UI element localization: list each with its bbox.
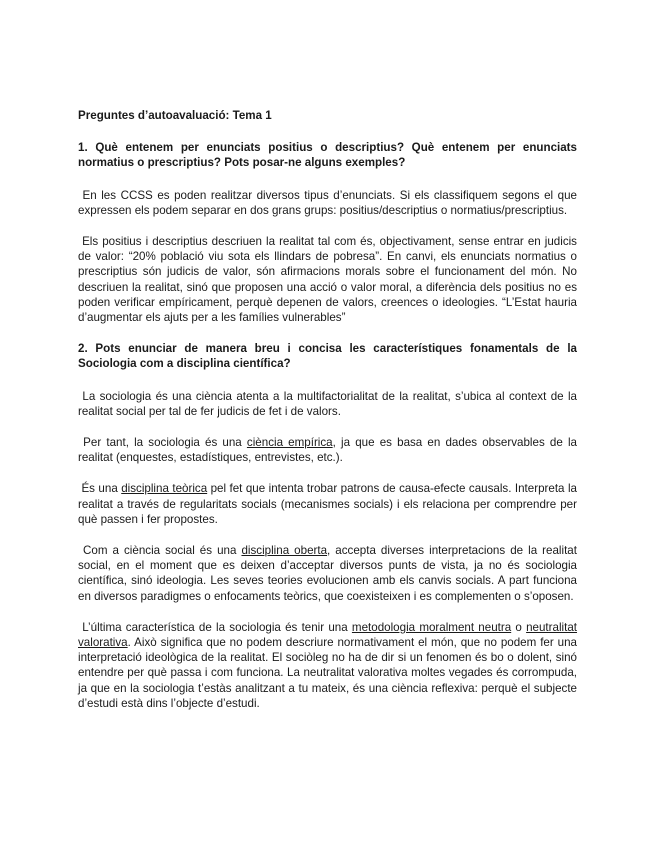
document-page <box>78 108 577 727</box>
paragraph-text: pel fet que intenta trobar patrons de causa-efecte causals. Interpreta la realitat a través de regularitats socials (mecanismes socials) i els relaciona per comprendre per què passen i fer propostes. <box>78 482 577 526</box>
underlined-term-metodologia-moralment-neutra: metodologia moralment neutra <box>351 620 512 634</box>
document-title: Preguntes d’autoavaluació: Tema 1 <box>78 109 272 122</box>
paragraph-text: És una <box>81 482 122 496</box>
answer-1-paragraph-2 <box>78 234 577 325</box>
paragraph-text: L’última característica de la sociologia és tenir una <box>82 620 352 634</box>
underlined-term-neutralitat-valorativa: neutralitat valorativa <box>78 620 578 650</box>
paragraph-text: o <box>511 620 527 634</box>
underlined-term-ciencia-empirica: ciència empírica <box>246 436 333 450</box>
underlined-term-disciplina-teorica: disciplina teòrica <box>121 482 208 496</box>
answer-2-paragraph-3 <box>78 481 577 527</box>
paragraph-text: . Això significa que no podem descriure normativament el món, que no podem fer una interpretació ideològica de la realitat. El sociòleg no ha de dir si un fenomen és bo o dolent, sinó entendre per què passa i com funciona. La neutralitat valorativa moltes vegades és corrompuda, ja que en la sociologia t’estàs analitzant a tu mateix, és una ciència reflexiva: perquè el subjecte d’estudi està dins l’objecte d’estudi. <box>78 636 577 710</box>
answer-2-paragraph-1-text: La sociologia és una ciència atenta a la multifactorialitat de la realitat, s’ubica al context de la realitat social per tal de fer judicis de fet i de valors. <box>78 389 577 418</box>
paragraph-text: , accepta diverses interpretacions de la realitat social, en el moment que es deixen d’acceptar diversos punts de vista, ja no és sociologia científica, sinó ideologia. Les seves teories evolucionen amb els canvis socials. A part funciona en diversos paradigmes o enfocaments teòrics, que coexisteixen i es complementen o s’oposen. <box>78 544 577 603</box>
answer-2-paragraph-4 <box>78 543 577 604</box>
answer-1-paragraph-1 <box>78 188 577 218</box>
answer-2-paragraph-1 <box>78 389 577 419</box>
underlined-term-disciplina-oberta: disciplina oberta <box>241 544 328 558</box>
question-1: 1. Què entenem per enunciats positius o descriptius? Què entenem per enunciats normatius o prescriptius? Pots posar-ne alguns exemples? <box>78 141 577 170</box>
answer-1-paragraph-1-text: En les CCSS es poden realitzar diversos tipus d’enunciats. Si els classifiquem segons el que expressen els podem separar en dos grans grups: positius/descriptius o normatius/prescriptius. <box>78 188 577 217</box>
paragraph-text: Com a ciència social és una <box>83 544 242 558</box>
answer-2-paragraph-5 <box>78 620 577 711</box>
answer-2-paragraph-2 <box>78 435 577 465</box>
answer-1-paragraph-2-text: Els positius i descriptius descriuen la realitat tal com és, objectivament, sense entrar en judicis de valor: “20% població viu sota els llindars de pobresa”. En canvi, els enunciats normatius o prescriptius són judicis de valor, són afirmacions morals sobre el funcionament del món. No descriuen la realitat, sinó que proposen una acció o valor moral, a diferència dels positius no es poden verificar empíricament, perquè depenen de valors, creences o ideologies. “L’Estat hauria d’augmentar els ajuts per a les famílies vulnerables” <box>78 235 577 325</box>
paragraph-text: Per tant, la sociologia és una <box>83 436 247 450</box>
question-2: 2. Pots enunciar de manera breu i concisa les característiques fonamentals de la Sociologia com a disciplina científica? <box>78 342 577 371</box>
paragraph-text: , ja que es basa en dades observables de la realitat (enquestes, estadístiques, entrevistes, etc.). <box>78 436 577 465</box>
